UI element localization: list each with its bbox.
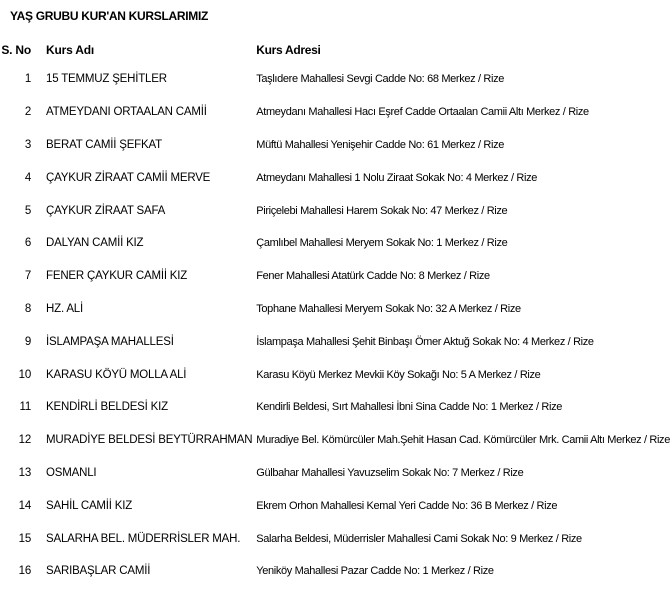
row-course-address: Çamlıbel Mahallesi Meryem Sokak No: 1 Merkez / Rize: [256, 237, 508, 250]
row-course-name: HZ. ALİ: [46, 302, 83, 315]
row-course-name: SALARHA BEL. MÜDERRİSLER MAH.: [46, 532, 241, 545]
row-course-name: KENDİRLİ BELDESİ KIZ: [46, 401, 168, 414]
row-course-address: Taşlıdere Mahallesi Sevgi Cadde No: 68 Merkez / Rize: [256, 73, 505, 86]
row-no: 13: [18, 466, 32, 479]
row-course-address: Salarha Beldesi, Müderrisler Mahallesi Cami Sokak No: 9 Merkez / Rize: [256, 532, 582, 545]
row-no: 10: [18, 368, 32, 381]
table-header-row: [0, 36, 670, 63]
row-no: 15: [18, 532, 32, 545]
row-course-address: İslampaşa Mahallesi Şehit Binbaşı Ömer Aktuğ Sokak No: 4 Merkez / Rize: [256, 335, 594, 348]
row-course-name: 15 TEMMUZ ŞEHİTLER: [46, 73, 167, 86]
table-row: [0, 457, 670, 490]
row-course-name: ÇAYKUR ZİRAAT CAMİİ MERVE: [46, 171, 211, 184]
row-course-address: Gülbahar Mahallesi Yavuzselim Sokak No: 7 Merkez / Rize: [256, 466, 524, 479]
row-no: 4: [24, 171, 32, 184]
row-no: 16: [18, 565, 32, 578]
table-row: [0, 358, 670, 391]
row-no: 6: [24, 237, 32, 250]
row-no: 7: [24, 270, 32, 283]
row-course-address: Atmeydanı Mahallesi 1 Nolu Ziraat Sokak No: 4 Merkez / Rize: [256, 171, 538, 184]
row-course-name: SAHİL CAMİİ KIZ: [46, 499, 133, 512]
row-course-address: Ekrem Orhon Mahallesi Kemal Yeri Cadde No: 36 B Merkez / Rize: [256, 499, 558, 512]
row-no: 14: [18, 499, 32, 512]
table-row: [0, 555, 670, 588]
row-no: 2: [24, 106, 32, 119]
row-course-address: Fener Mahallesi Atatürk Cadde No: 8 Merkez / Rize: [256, 270, 490, 283]
table-row: [0, 424, 670, 457]
row-course-address: Muradiye Bel. Kömürcüler Mah.Şehit Hasan Cad. Kömürcüler Mrk. Camii Altı Merkez / Rize: [256, 434, 670, 447]
row-course-address: Atmeydanı Mahallesi Hacı Eşref Cadde Ortaalan Camii Altı Merkez / Rize: [256, 106, 589, 119]
row-course-address: Karasu Köyü Merkez Mevkii Köy Sokağı No: 5 A Merkez / Rize: [256, 368, 541, 381]
row-course-address: Tophane Mahallesi Meryem Sokak No: 32 A Merkez / Rize: [256, 302, 521, 315]
row-no: 12: [18, 434, 32, 447]
row-course-address: Yeniköy Mahallesi Pazar Cadde No: 1 Merkez / Rize: [256, 565, 494, 578]
table-row: [0, 129, 670, 162]
row-course-address: Müftü Mahallesi Yenişehir Cadde No: 61 Merkez / Rize: [256, 138, 505, 151]
row-no: 9: [24, 335, 32, 348]
table-row: [0, 227, 670, 260]
row-course-name: İSLAMPAŞA MAHALLESİ: [46, 335, 174, 348]
row-no: 1: [24, 73, 32, 86]
table-row: [0, 391, 670, 424]
table-row: [0, 96, 670, 129]
row-course-name: FENER ÇAYKUR CAMİİ KIZ: [46, 270, 188, 283]
row-course-name: ÇAYKUR ZİRAAT SAFA: [46, 204, 166, 217]
header-name: Kurs Adı: [46, 42, 94, 57]
row-course-address: Kendirli Beldesi, Sırt Mahallesi İbni Sina Cadde No: 1 Merkez / Rize: [256, 401, 563, 414]
table-row: [0, 489, 670, 522]
row-no: 3: [24, 138, 32, 151]
row-course-name: MURADİYE BELDESİ BEYTÜRRAHMAN: [46, 434, 253, 447]
row-no: 5: [24, 204, 32, 217]
header-address: Kurs Adresi: [256, 42, 321, 57]
row-no: 11: [19, 401, 32, 414]
row-course-name: ATMEYDANI ORTAALAN CAMİİ: [46, 106, 207, 119]
row-no: 8: [24, 302, 32, 315]
row-course-name: SARIBAŞLAR CAMİİ: [46, 565, 151, 578]
courses-table: [0, 36, 670, 588]
table-row: [0, 161, 670, 194]
table-row: [0, 325, 670, 358]
table-row: [0, 522, 670, 555]
table-row: [0, 63, 670, 96]
header-no: S. No: [1, 42, 32, 57]
table-row: [0, 260, 670, 293]
row-course-name: KARASU KÖYÜ MOLLA ALİ: [46, 368, 187, 381]
row-course-address: Piriçelebi Mahallesi Harem Sokak No: 47 Merkez / Rize: [256, 204, 508, 217]
table-row: [0, 194, 670, 227]
row-course-name: BERAT CAMİİ ŞEFKAT: [46, 138, 162, 151]
row-course-name: OSMANLI: [46, 466, 97, 479]
page-title: YAŞ GRUBU KUR'AN KURSLARIMIZ: [10, 9, 209, 23]
table-row: [0, 293, 670, 326]
row-course-name: DALYAN CAMİİ KIZ: [46, 237, 144, 250]
